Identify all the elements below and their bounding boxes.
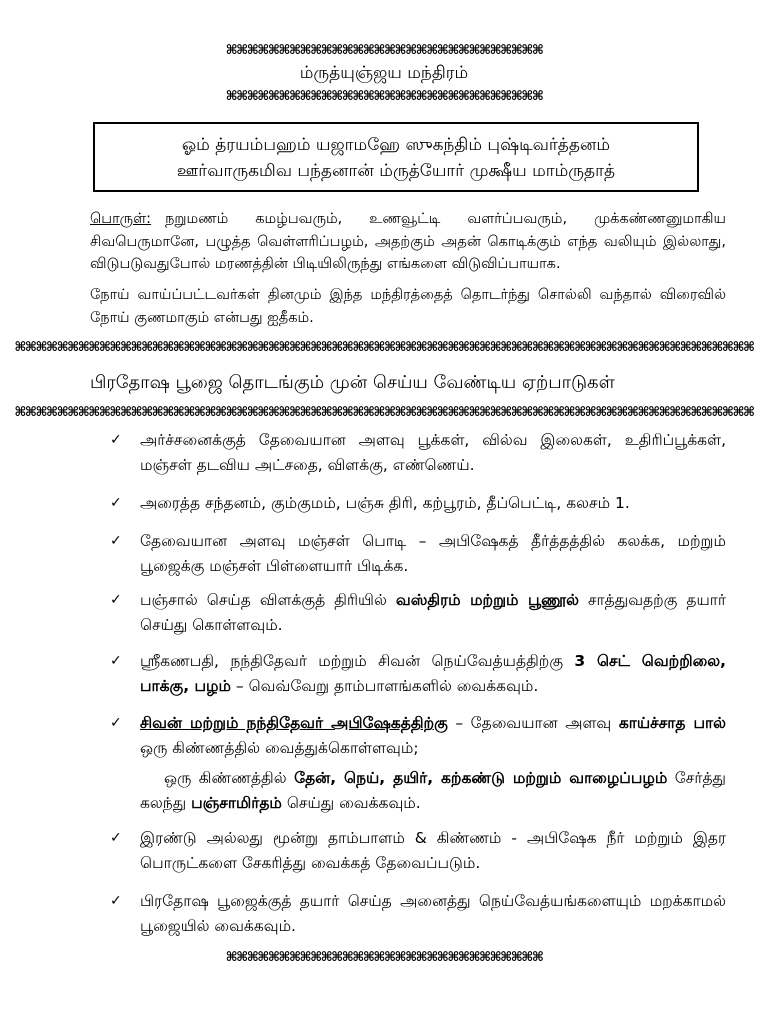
list-item bbox=[110, 588, 726, 638]
checkmark-icon: ✓ bbox=[110, 592, 122, 608]
ornament-divider-1: ⌘⌘⌘⌘⌘⌘⌘⌘⌘⌘⌘⌘⌘⌘⌘⌘⌘⌘⌘⌘⌘⌘⌘⌘⌘⌘⌘⌘⌘⌘⌘⌘⌘⌘⌘⌘⌘⌘⌘⌘⌘⌘⌘⌘⌘⌘⌘⌘⌘⌘⌘⌘⌘⌘⌘⌘⌘⌘⌘⌘⌘⌘⌘⌘⌘⌘⌘⌘⌘⌘ bbox=[14, 340, 754, 355]
item-text-part: ஒரு கிண்ணத்தில் bbox=[164, 769, 295, 787]
list-item bbox=[110, 649, 726, 699]
meaning-text: நறுமணம் கமழ்பவரும், உணவூட்டி வளர்ப்பவரும், முக்கண்ணனுமாகிய சிவபெருமானே, பழுத்த வெள்ளரிப்பழம், அதற்கும் அதன் கொடிக்கும் எந்த வலியும் இல்லாது, விடுபடுவதுபோல் மரணத்தின் பிடியிலிருந்து எங்களை விடுவிப்பாயாக. bbox=[90, 211, 726, 272]
ornament-divider-2: ⌘⌘⌘⌘⌘⌘⌘⌘⌘⌘⌘⌘⌘⌘⌘⌘⌘⌘⌘⌘⌘⌘⌘⌘⌘⌘⌘⌘⌘⌘⌘⌘⌘⌘⌘⌘⌘⌘⌘⌘⌘⌘⌘⌘⌘⌘⌘⌘⌘⌘⌘⌘⌘⌘⌘⌘⌘⌘⌘⌘⌘⌘⌘⌘⌘⌘⌘⌘⌘⌘ bbox=[14, 405, 754, 420]
item-text-bold: பஞ்சாமிர்தம் bbox=[191, 794, 282, 812]
meaning-paragraph bbox=[90, 208, 726, 276]
item-text-bold: காய்ச்சாத பால் bbox=[618, 714, 726, 732]
item-text bbox=[140, 588, 726, 638]
item-text: அர்ச்சனைக்குத் தேவையான அளவு பூக்கள், வில்வ இலைகள், உதிரிப்பூக்கள், மஞ்சள் தடவிய அட்சதை, விளக்கு, எண்ணெய். bbox=[140, 431, 726, 474]
item-text-part: பஞ்சால் செய்த விளக்குத் திரியில் bbox=[140, 591, 396, 609]
item-text-part: சாத்துவதற்கு தயார் செய்து கொள்ளவும். bbox=[140, 591, 726, 634]
checkmark-icon: ✓ bbox=[110, 830, 122, 846]
item-text-part: ஸ்ரீகணபதி, நந்திதேவர் மற்றும் சிவன் நெய்வேத்யத்திற்கு bbox=[140, 652, 575, 670]
section-heading: பிரதோஷ பூஜை தொடங்கும் முன் செய்ய வேண்டிய ஏற்பாடுகள் bbox=[90, 372, 615, 393]
item-text-bold: தேன், நெய், தயிர், கற்கண்டு மற்றும் வாழைப்பழம் bbox=[294, 769, 668, 787]
item-text-underlined: சிவன் மற்றும் நந்திதேவர் அபிஷேகத்திற்கு bbox=[140, 714, 448, 732]
page-title: ம்ருத்யுஞ்ஜய மந்திரம் bbox=[299, 63, 469, 83]
ornament-under-title: ⌘⌘⌘⌘⌘⌘⌘⌘⌘⌘⌘⌘⌘⌘⌘⌘⌘⌘⌘⌘⌘⌘⌘⌘⌘⌘⌘⌘⌘⌘ bbox=[225, 89, 543, 104]
mantra-box bbox=[93, 122, 699, 192]
belief-paragraph: நோய் வாய்ப்பட்டவர்கள் தினமும் இந்த மந்திரத்தைத் தொடர்ந்து சொல்லி வந்தால் விரைவில் நோய் குணமாகும் என்பது ஐதீகம். bbox=[90, 287, 726, 326]
checkmark-icon: ✓ bbox=[110, 432, 122, 448]
item-text-part: ஒரு கிண்ணத்தில் வைத்துக்கொள்ளவும்; bbox=[140, 739, 419, 757]
item-text-bold: 3 செட் வெற்றிலை, பாக்கு, பழம் bbox=[140, 652, 726, 695]
list-item bbox=[110, 826, 726, 876]
list-item bbox=[110, 711, 726, 761]
item-text: பிரதோஷ பூஜைக்குத் தயார் செய்த அனைத்து நெய்வேத்யங்களையும் மறக்காமல் பூஜையில் வைக்கவும். bbox=[140, 892, 726, 935]
item-text-part: – வெவ்வேறு தாம்பாளங்களில் வைக்கவும். bbox=[231, 677, 539, 695]
item-text bbox=[140, 711, 726, 761]
item-text-part: – தேவையான அளவு bbox=[447, 714, 619, 732]
item-text: அரைத்த சந்தனம், கும்குமம், பஞ்சு திரி, கற்பூரம், தீப்பெட்டி, கலசம் 1. bbox=[140, 494, 630, 512]
list-item bbox=[110, 889, 726, 939]
checkmark-icon: ✓ bbox=[110, 715, 122, 731]
checkmark-icon: ✓ bbox=[110, 653, 122, 669]
checkmark-icon: ✓ bbox=[110, 495, 122, 511]
ornament-top: ⌘⌘⌘⌘⌘⌘⌘⌘⌘⌘⌘⌘⌘⌘⌘⌘⌘⌘⌘⌘⌘⌘⌘⌘⌘⌘⌘⌘⌘⌘ bbox=[225, 43, 543, 58]
item-text-part: செய்து வைக்கவும். bbox=[281, 794, 421, 812]
item-text bbox=[140, 649, 726, 699]
list-item bbox=[110, 529, 726, 579]
item-text: தேவையான அளவு மஞ்சள் பொடி – அபிஷேகத் தீர்த்தத்தில் கலக்க, மற்றும் பூஜைக்கு மஞ்சள் பிள்ளையார் பிடிக்க. bbox=[140, 532, 726, 575]
checkmark-icon: ✓ bbox=[110, 533, 122, 549]
ornament-bottom: ⌘⌘⌘⌘⌘⌘⌘⌘⌘⌘⌘⌘⌘⌘⌘⌘⌘⌘⌘⌘⌘⌘⌘⌘⌘⌘⌘⌘⌘⌘ bbox=[225, 950, 543, 965]
list-item bbox=[110, 491, 726, 516]
checkmark-icon: ✓ bbox=[110, 893, 122, 909]
mantra-line-2: ஊர்வாருகமிவ பந்தனான் ம்ருத்யோர் முக்ஷீய மாம்ருதாத் bbox=[176, 161, 616, 181]
item-text: இரண்டு அல்லது மூன்று தாம்பாளம் & கிண்ணம் - அபிஷேக நீர் மற்றும் இதர பொருட்களை சேகரித்து வைக்கத் தேவைப்படும். bbox=[140, 829, 726, 872]
list-item bbox=[110, 428, 726, 478]
item-text-bold: வஸ்திரம் மற்றும் பூணூல் bbox=[395, 591, 579, 609]
meaning-label: பொருள்: bbox=[90, 211, 152, 227]
item-text-part: சேர்த்து கலந்து bbox=[140, 769, 726, 812]
mantra-line-1: ஓம் த்ரயம்பஹம் யஜாமஹே ஸுகந்திம் புஷ்டிவர்த்தனம் bbox=[181, 135, 611, 155]
list-item-subparagraph bbox=[140, 766, 726, 816]
